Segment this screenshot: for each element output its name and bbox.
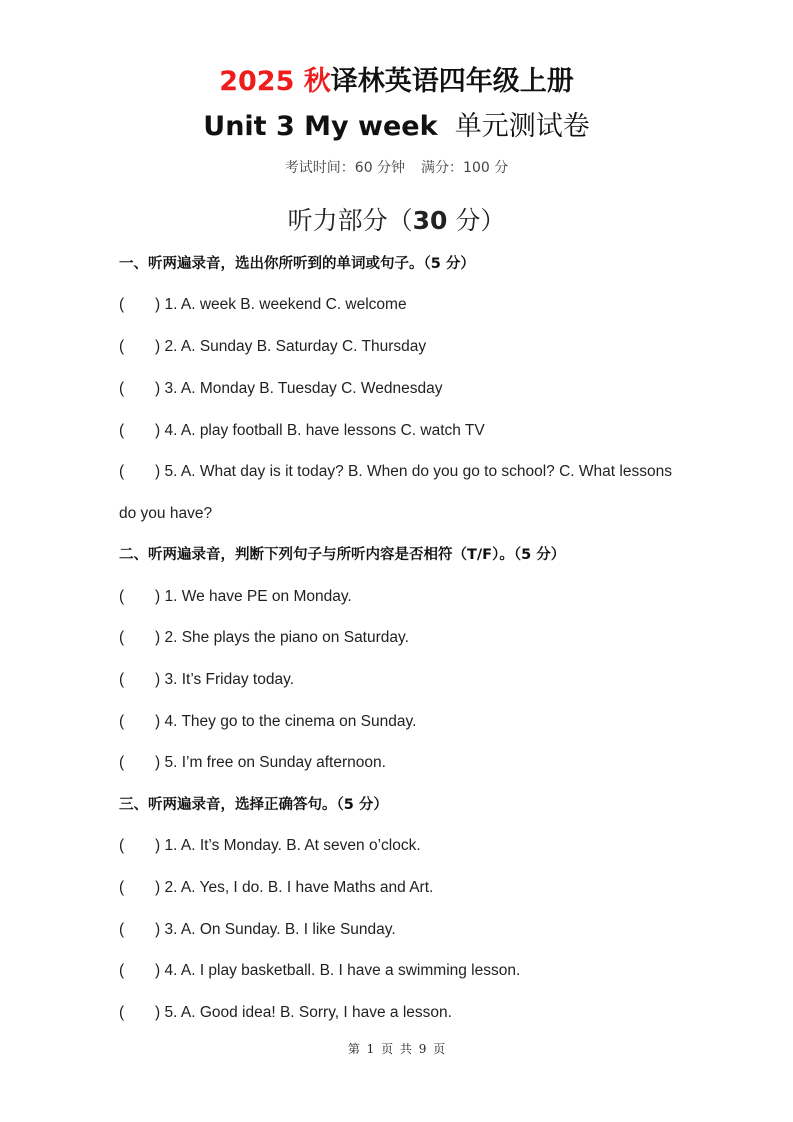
- exam-title: [0, 64, 793, 100]
- answer-blank[interactable]: (: [119, 921, 125, 938]
- unit-name: Unit 3 My week: [203, 111, 438, 142]
- answer-blank[interactable]: (: [119, 296, 125, 313]
- question-text: 1. A. week B. weekend C. welcome: [164, 296, 407, 313]
- answer-blank[interactable]: (: [119, 713, 125, 730]
- question-text: 1. A. It’s Monday. B. At seven o’clock.: [164, 837, 421, 854]
- exam-subtitle: [0, 108, 793, 146]
- question-text: 2. She plays the piano on Saturday.: [164, 629, 409, 646]
- answer-blank[interactable]: (: [119, 422, 125, 439]
- question-item: ( ) 4. A. I play basketball. B. I have a swimming lesson.: [119, 960, 520, 982]
- question-text: 5. A. Good idea! B. Sorry, I have a lesson.: [164, 1004, 452, 1021]
- part-score: 30: [412, 206, 448, 235]
- question-text: 3. A. Monday B. Tuesday C. Wednesday: [164, 380, 443, 397]
- question-text: 1. We have PE on Monday.: [164, 588, 352, 605]
- question-item: ( ) 5. A. What day is it today? B. When do you go to school? C. What lessons: [119, 461, 672, 483]
- question-continuation: do you have?: [119, 505, 213, 522]
- section-2-heading: 二、听两遍录音，判断下列句子与所听内容是否相符（T/F）。（5 分）: [119, 547, 566, 563]
- answer-blank[interactable]: (: [119, 338, 125, 355]
- question-text: 5. I’m free on Sunday afternoon.: [164, 754, 386, 771]
- exam-meta: [0, 158, 793, 178]
- question-text: 4. They go to the cinema on Sunday.: [164, 713, 417, 730]
- question-item: ( ) 1. A. It’s Monday. B. At seven o’clock.: [119, 835, 421, 857]
- exam-time: 考试时间：60 分钟: [284, 160, 406, 176]
- title-book: 译林英语四年级上册: [330, 66, 574, 97]
- question-item: ( ) 5. I’m free on Sunday afternoon.: [119, 752, 386, 774]
- answer-blank[interactable]: (: [119, 463, 125, 480]
- question-item: ( ) 5. A. Good idea! B. Sorry, I have a lesson.: [119, 1002, 452, 1024]
- page-indicator: 第 1 页 共 9 页: [347, 1042, 446, 1056]
- question-item: ( ) 2. A. Yes, I do. B. I have Maths and Art.: [119, 877, 433, 899]
- part-heading-listening: [0, 204, 793, 238]
- question-item: ( ) 2. She plays the piano on Saturday.: [119, 627, 409, 649]
- question-text: 3. It’s Friday today.: [164, 671, 294, 688]
- question-item: ( ) 4. A. play football B. have lessons C. watch TV: [119, 420, 485, 442]
- answer-blank[interactable]: (: [119, 671, 125, 688]
- answer-blank[interactable]: (: [119, 588, 125, 605]
- title-year: 2025 秋: [219, 66, 331, 97]
- answer-blank[interactable]: (: [119, 629, 125, 646]
- answer-blank[interactable]: (: [119, 380, 125, 397]
- answer-blank[interactable]: (: [119, 962, 125, 979]
- section-3-heading: 三、听两遍录音，选择正确答句。（5 分）: [119, 797, 388, 813]
- answer-blank[interactable]: (: [119, 1004, 125, 1021]
- question-item: ( ) 3. A. On Sunday. B. I like Sunday.: [119, 919, 396, 941]
- full-score: 满分：100 分: [421, 160, 509, 176]
- test-type: 单元测试卷: [454, 111, 590, 142]
- answer-blank[interactable]: (: [119, 837, 125, 854]
- question-text: 4. A. I play basketball. B. I have a swimming lesson.: [164, 962, 521, 979]
- question-item: ( ) 2. A. Sunday B. Saturday C. Thursday: [119, 336, 426, 358]
- section-1-heading: 一、听两遍录音，选出你所听到的单词或句子。（5 分）: [119, 256, 475, 272]
- question-item: ( ) 3. It’s Friday today.: [119, 669, 294, 691]
- question-text: 2. A. Yes, I do. B. I have Maths and Art.: [164, 879, 434, 896]
- question-item: ( ) 3. A. Monday B. Tuesday C. Wednesday: [119, 378, 443, 400]
- question-text: 3. A. On Sunday. B. I like Sunday.: [164, 921, 396, 938]
- answer-blank[interactable]: (: [119, 879, 125, 896]
- question-item: ( ) 4. They go to the cinema on Sunday.: [119, 711, 416, 733]
- question-item: ( ) 1. We have PE on Monday.: [119, 586, 352, 608]
- part-label: 听力部分（: [287, 206, 413, 235]
- question-item: ( ) 1. A. week B. weekend C. welcome: [119, 294, 407, 316]
- part-label-suffix: 分）: [447, 206, 506, 235]
- answer-blank[interactable]: (: [119, 754, 125, 771]
- question-text: 2. A. Sunday B. Saturday C. Thursday: [164, 338, 427, 355]
- question-text: 4. A. play football B. have lessons C. watch TV: [164, 422, 485, 439]
- question-text: 5. A. What day is it today? B. When do you go to school? C. What lessons: [164, 463, 672, 480]
